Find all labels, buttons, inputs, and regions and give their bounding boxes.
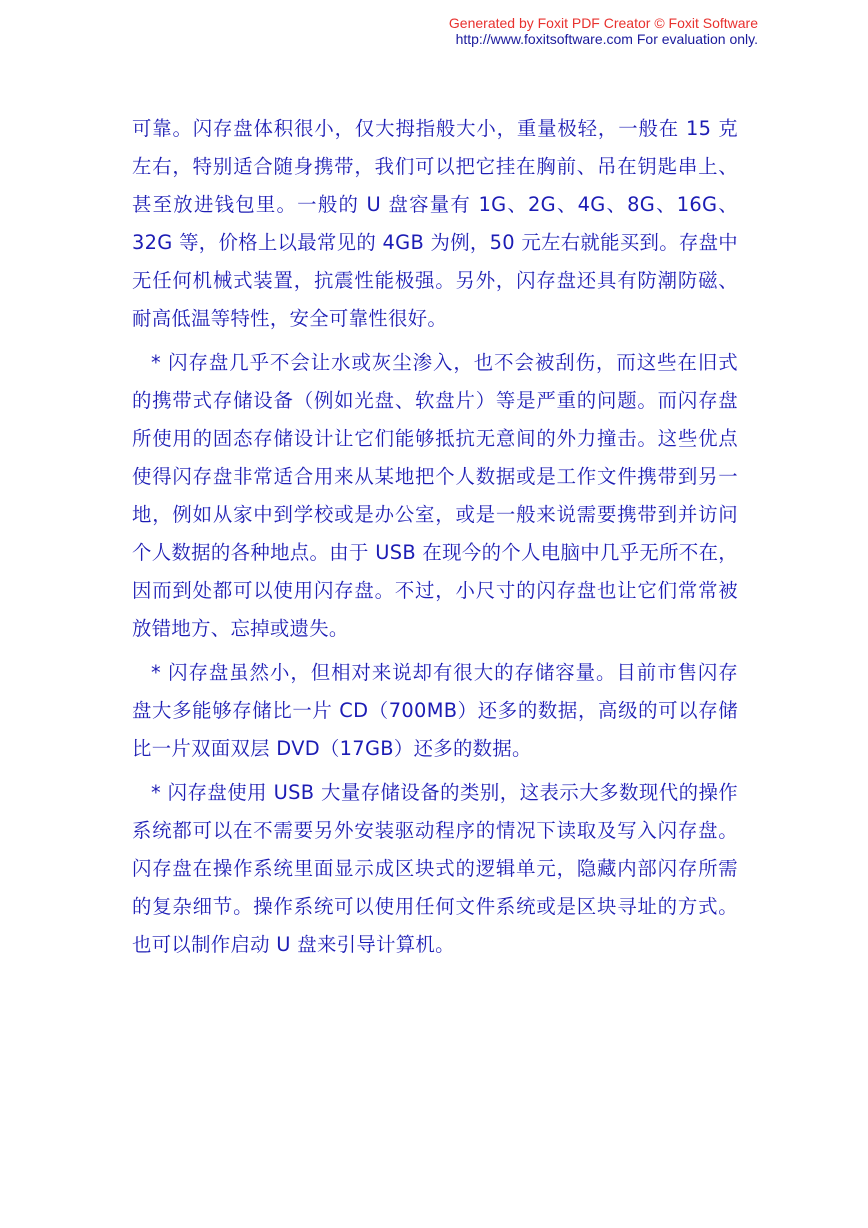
watermark-url-line: http://www.foxitsoftware.com For evaluation only. xyxy=(455,31,758,47)
paragraph-durability: * 闪存盘几乎不会让水或灰尘渗入，也不会被刮伤，而这些在旧式的携带式存储设备（例如光盘、软盘片）等是严重的问题。而闪存盘所使用的固态存储设计让它们能够抵抗无意间的外力撞击。这些优点使得闪存盘非常适合用来从某地把个人数据或是工作文件携带到另一地，例如从家中到学校或是办公室，或是一般来说需要携带到并访问个人数据的各种地点。由于 USB 在现今的个人电脑中几乎无所不在，因而到处都可以使用闪存盘。不过，小尺寸的闪存盘也让它们常常被放错地方、忘掉或遗失。 xyxy=(132,351,738,640)
document-body xyxy=(132,110,738,970)
watermark-generator-line: Generated by Foxit PDF Creator © Foxit Software xyxy=(448,15,758,31)
paragraph-compatibility: * 闪存盘使用 USB 大量存储设备的类别，这表示大多数现代的操作系统都可以在不需要另外安装驱动程序的情况下读取及写入闪存盘。闪存盘在操作系统里面显示成区块式的逻辑单元，隐藏内部闪存所需的复杂细节。操作系统可以使用任何文件系统或是区块寻址的方式。也可以制作启动 U 盘来引导计算机。 xyxy=(132,781,738,956)
paragraph-capacity: * 闪存盘虽然小，但相对来说却有很大的存储容量。目前市售闪存盘大多能够存储比一片 CD（700MB）还多的数据，高级的可以存储比一片双面双层 DVD（17GB）还多的数据。 xyxy=(132,661,738,760)
paragraph-continued: 可靠。闪存盘体积很小，仅大拇指般大小，重量极轻，一般在 15 克左右，特别适合随身携带，我们可以把它挂在胸前、吊在钥匙串上、甚至放进钱包里。一般的 U 盘容量有 1G、2G、4G、8G、16G、32G 等，价格上以最常见的 4GB 为例，50 元左右就能买到。存盘中无任何机械式装置，抗震性能极强。另外，闪存盘还具有防潮防磁、耐高低温等特性，安全可靠性很好。 xyxy=(132,117,738,330)
evaluation-watermark xyxy=(449,15,758,47)
